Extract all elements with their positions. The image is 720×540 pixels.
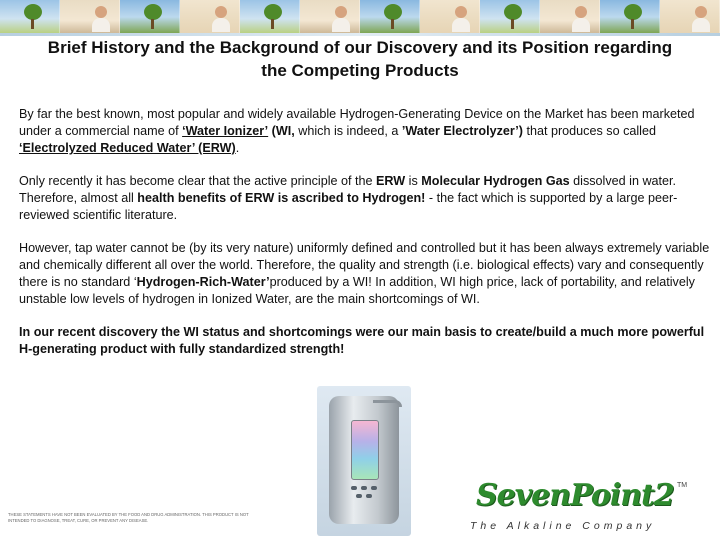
- term-hydrogen-rich-water: Hydrogen-Rich-Water’: [136, 275, 270, 289]
- term-water-electrolyzer: ’Water Electrolyzer’): [401, 124, 523, 138]
- banner-photo: [660, 0, 720, 34]
- ionizer-spout: [373, 400, 402, 407]
- term-wi: (WI,: [271, 124, 295, 138]
- slide-body: [19, 106, 711, 374]
- paragraph-hydrogen-principle: [19, 173, 711, 224]
- text-run: - the fact which is supported by a large peer-reviewed scientific literature.: [19, 191, 678, 222]
- banner-photo: [420, 0, 480, 34]
- ionizer-display: [351, 420, 379, 480]
- paragraph-ionizer-history: [19, 106, 711, 157]
- term-water-ionizer: ‘Water Ionizer’: [182, 124, 269, 138]
- text-run: produced by a WI! In addition, WI high price, lack of portability, and relatively unstable low levels of hydrogen in Ionized Water, are the main shortcomings of WI.: [19, 275, 695, 306]
- banner-photo: [120, 0, 180, 34]
- emphasis-discovery: In our recent discovery the WI status and shortcomings were our main basis to create/build a much more powerful H-generating product with fully standardized strength!: [19, 325, 705, 356]
- banner-photo: [180, 0, 240, 34]
- fda-disclaimer: THESE STATEMENTS HAVE NOT BEEN EVALUATED BY THE FOOD AND DRUG ADMINISTRATION. THIS PRODUCT IS NOT INTENDED TO DIAGNOSE, TREAT, CURE, OR PREVENT ANY DISEASE.: [8, 512, 249, 523]
- emphasis-health-benefits: health benefits of ERW is ascribed to Hydrogen!: [137, 191, 426, 205]
- banner-photo: [300, 0, 360, 34]
- text-run: Only recently it has become clear that the active principle of the: [19, 174, 377, 188]
- text-run: which is indeed, a: [294, 124, 402, 138]
- text-run: is: [405, 174, 422, 188]
- banner-photo: [600, 0, 660, 34]
- term-erw: ‘Electrolyzed Reduced Water’ (ERW): [19, 141, 236, 155]
- sevenpoint2-logo: [470, 478, 710, 536]
- water-ionizer-image: [317, 386, 411, 536]
- logo-wordmark: SevenPoint2: [476, 478, 674, 513]
- text-run: that produces so called: [522, 124, 656, 138]
- banner-photo: [60, 0, 120, 34]
- slide-title: Brief History and the Background of our Discovery and its Position regarding the Competing Products: [47, 38, 673, 80]
- banner-photo: [0, 0, 60, 34]
- text-run: dissolved in water. Therefore, almost all: [19, 174, 677, 205]
- ionizer-button: [356, 494, 362, 498]
- ionizer-button: [351, 486, 357, 490]
- term-erw: ERW: [376, 174, 406, 188]
- paragraph-discovery: [19, 324, 711, 358]
- banner-photo: [480, 0, 540, 34]
- text-run: However, tap water cannot be (by its very nature) uniformly defined and controlled but it has been always extremely variable and chemically different all over the world. Therefore, the quality and strength (i.e. biological effects) vary and consequently there is no standard ‘: [19, 241, 710, 289]
- text-run: By far the best known, most popular and widely available Hydrogen-Generating Device on the Market has been marketed under a commercial name of: [19, 107, 695, 138]
- term-molecular-hydrogen: Molecular Hydrogen Gas: [421, 174, 570, 188]
- trademark-mark: TM: [677, 482, 688, 489]
- ionizer-body: [329, 396, 399, 524]
- ionizer-button: [361, 486, 367, 490]
- text-run: .: [235, 141, 240, 155]
- paragraph-shortcomings: [19, 240, 711, 308]
- ionizer-button: [366, 494, 372, 498]
- ionizer-button: [371, 486, 377, 490]
- banner-photo: [240, 0, 300, 34]
- banner-photo: [540, 0, 600, 34]
- logo-tagline: The Alkaline Company: [470, 520, 656, 532]
- banner-photo: [360, 0, 420, 34]
- header-photo-banner: [0, 0, 720, 34]
